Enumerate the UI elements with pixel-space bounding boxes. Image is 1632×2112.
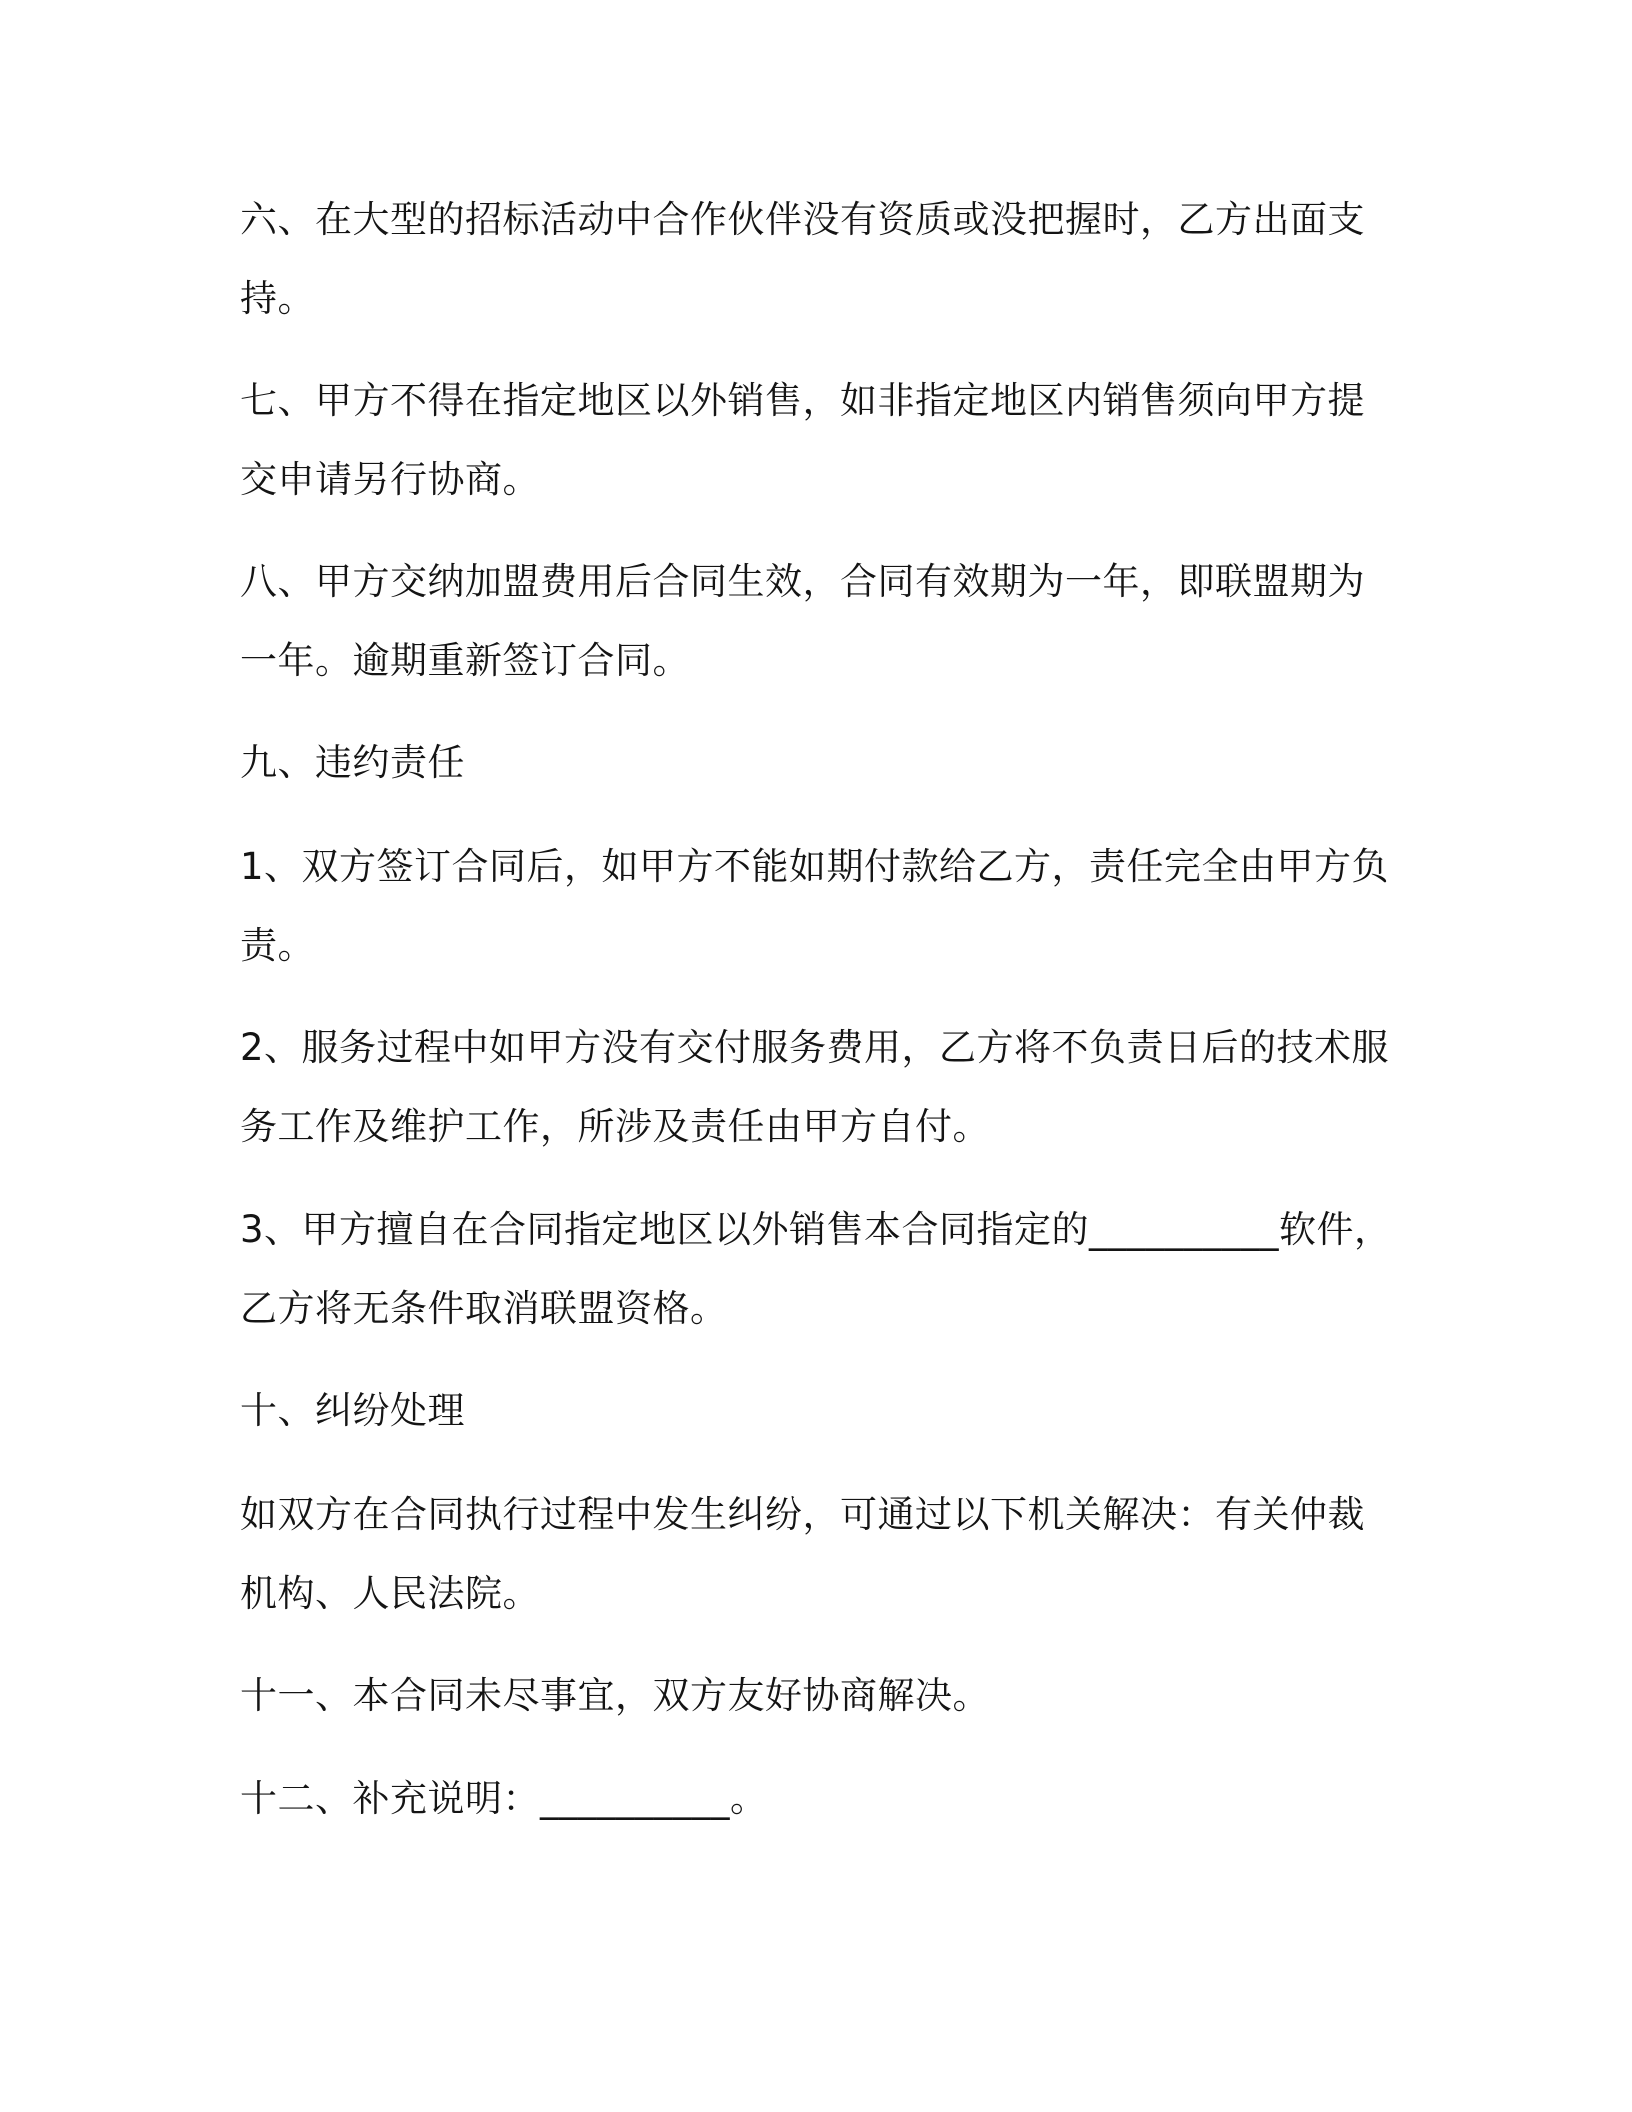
clause-nine-heading — [240, 723, 1420, 802]
clause-eleven — [240, 1656, 1420, 1735]
text-line: 七、甲方不得在指定地区以外销售，如非指定地区内销售须向甲方提 — [240, 379, 1365, 422]
clause-six — [240, 180, 1420, 338]
text-line: 持。 — [240, 277, 315, 320]
section-heading: 九、违约责任 — [240, 741, 465, 784]
text-line: 一年。逾期重新签订合同。 — [240, 639, 690, 682]
clause-twelve — [240, 1759, 1420, 1838]
clause-nine-item-3 — [240, 1190, 1420, 1348]
text-line: 八、甲方交纳加盟费用后合同生效，合同有效期为一年，即联盟期为 — [240, 560, 1365, 603]
text-line: 机构、人民法院。 — [240, 1572, 540, 1615]
text-line: 3、甲方擅自在合同指定地区以外销售本合同指定的__________软件， — [240, 1208, 1392, 1251]
text-line: 十一、本合同未尽事宜，双方友好协商解决。 — [240, 1674, 990, 1717]
section-heading: 十、纠纷处理 — [240, 1389, 465, 1432]
text-line: 交申请另行协商。 — [240, 458, 540, 501]
clause-ten-body — [240, 1475, 1420, 1633]
clause-eight — [240, 542, 1420, 700]
clause-seven — [240, 361, 1420, 519]
clause-nine-item-1 — [240, 827, 1420, 985]
clause-ten-heading — [240, 1371, 1420, 1450]
clause-nine-item-2 — [240, 1008, 1420, 1166]
text-line: 2、服务过程中如甲方没有交付服务费用，乙方将不负责日后的技术服 — [240, 1026, 1390, 1069]
text-line: 务工作及维护工作，所涉及责任由甲方自付。 — [240, 1105, 990, 1148]
text-line: 如双方在合同执行过程中发生纠纷，可通过以下机关解决：有关仲裁 — [240, 1493, 1365, 1536]
text-line: 六、在大型的招标活动中合作伙伴没有资质或没把握时，乙方出面支 — [240, 198, 1365, 241]
text-line: 1、双方签订合同后，如甲方不能如期付款给乙方，责任完全由甲方负 — [240, 845, 1390, 888]
text-line: 责。 — [240, 924, 315, 967]
text-line: 十二、补充说明：__________。 — [240, 1777, 768, 1820]
text-line: 乙方将无条件取消联盟资格。 — [240, 1287, 728, 1330]
